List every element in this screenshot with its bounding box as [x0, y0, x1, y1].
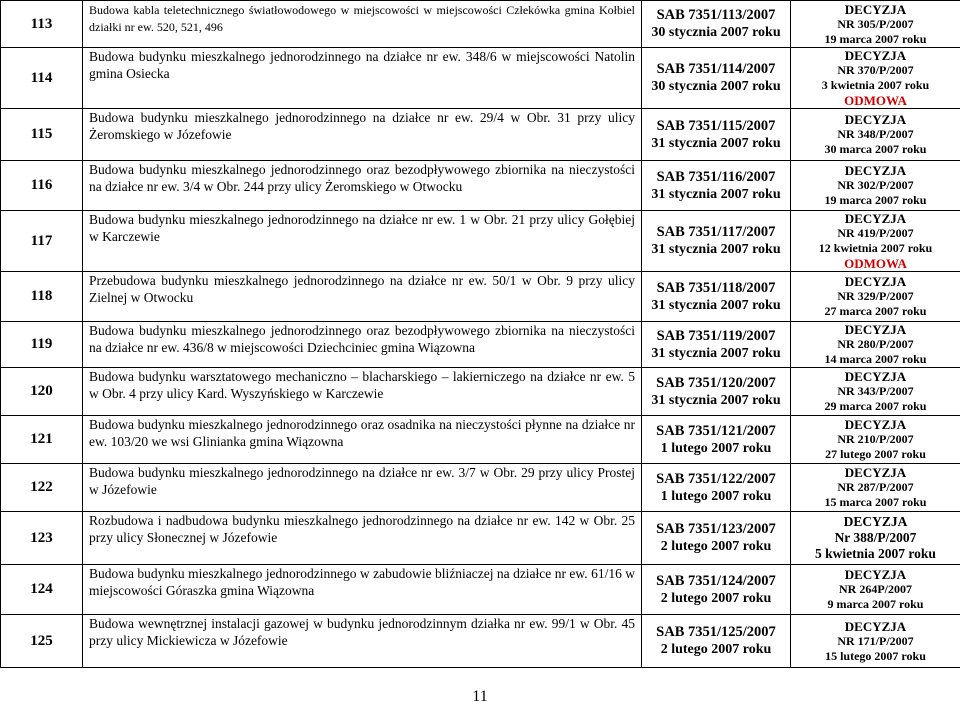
reference-code: SAB 7351/119/2007	[656, 327, 776, 344]
table-row	[1, 211, 960, 272]
decision-date: 29 marca 2007 roku	[824, 399, 927, 413]
reference-code: SAB 7351/114/2007	[656, 61, 776, 77]
row-number: 120	[1, 368, 83, 416]
row-reference	[642, 565, 791, 615]
decision-date: 12 kwietnia 2007 roku	[818, 241, 933, 255]
decision-date: 3 kwietnia 2007 roku	[821, 78, 930, 92]
decision-title: DECYZJA	[844, 618, 907, 634]
decision-title: DECYZJA	[844, 211, 907, 226]
row-description: Przebudowa budynku mieszkalnego jednorodzinnego na działce nr ew. 50/1 w Obr. 9 przy ulicy Zielnej w Otwocku	[83, 272, 642, 322]
row-decision	[791, 615, 960, 668]
decision-number: NR 280/P/2007	[837, 337, 914, 351]
reference-date: 2 lutego 2007 roku	[660, 539, 772, 554]
decision-title: DECYZJA	[844, 274, 907, 289]
decision-title: DECYZJA	[844, 112, 907, 127]
table-row	[1, 565, 960, 615]
reference-date: 30 stycznia 2007 roku	[651, 25, 781, 40]
reference-date: 1 lutego 2007 roku	[660, 488, 772, 504]
row-decision	[791, 322, 960, 368]
reference-code: SAB 7351/123/2007	[656, 521, 776, 537]
row-reference	[642, 512, 791, 565]
reference-code: SAB 7351/120/2007	[656, 374, 776, 391]
reference-code: SAB 7351/124/2007	[656, 572, 776, 589]
row-reference	[642, 322, 791, 368]
decision-date: 27 marca 2007 roku	[824, 304, 927, 318]
reference-code: SAB 7351/121/2007	[656, 422, 776, 439]
row-description: Budowa budynku mieszkalnego jednorodzinnego na działce nr ew. 3/7 w Obr. 29 przy ulicy Prostej w Józefowie	[83, 464, 642, 512]
table-row	[1, 368, 960, 416]
table-row	[1, 48, 960, 109]
reference-date: 30 stycznia 2007 roku	[651, 79, 781, 94]
reference-code: SAB 7351/122/2007	[656, 470, 776, 487]
reference-date: 31 stycznia 2007 roku	[651, 242, 781, 257]
decision-title: DECYZJA	[844, 465, 907, 480]
decision-number: NR 348/P/2007	[837, 127, 914, 141]
decision-date: 5 kwietnia 2007 roku	[815, 546, 936, 561]
table-row	[1, 161, 960, 211]
row-description-text: Budowa kabla teletechnicznego światłowodowego w miejscowości w miejscowości Człekówka gmina Kołbiel działki nr ew. 520, 521, 496	[89, 3, 635, 34]
reference-date: 31 stycznia 2007 roku	[651, 186, 781, 202]
decision-number: NR 305/P/2007	[837, 16, 914, 31]
decision-number: Nr 388/P/2007	[834, 530, 917, 545]
row-description: Budowa budynku mieszkalnego jednorodzinnego oraz osadnika na nieczystości płynne na działce nr ew. 103/20 we wsi Glinianka gmina Wiązowna	[83, 416, 642, 464]
decision-title: DECYZJA	[844, 1, 907, 17]
row-reference	[642, 211, 791, 272]
row-decision	[791, 161, 960, 211]
decision-title: DECYZJA	[844, 417, 907, 432]
row-decision	[791, 48, 960, 109]
refusal-label: ODMOWA	[844, 256, 907, 271]
decision-number: NR 302/P/2007	[837, 178, 914, 192]
decision-date: 27 lutego 2007 roku	[825, 447, 926, 461]
table-row	[1, 615, 960, 668]
decision-date: 15 lutego 2007 roku	[825, 648, 926, 663]
row-description: Budowa budynku mieszkalnego jednorodzinnego w zabudowie bliźniaczej na działce nr ew. 61/16 w miejscowości Góraszka gmina Wiązowna	[83, 565, 642, 615]
row-decision	[791, 416, 960, 464]
decision-date: 15 marca 2007 roku	[824, 495, 927, 509]
decision-number: NR 419/P/2007	[837, 226, 914, 240]
row-description: Budowa budynku mieszkalnego jednorodzinnego oraz bezodpływowego zbiornika na nieczystości na działce nr ew. 3/4 w Obr. 244 przy ulicy Żeromskiego w Otwocku	[83, 161, 642, 211]
page-number: 11	[472, 688, 488, 705]
reference-date: 31 stycznia 2007 roku	[651, 392, 781, 408]
row-description: Budowa budynku mieszkalnego jednorodzinnego na działce nr ew. 29/4 w Obr. 31 przy ulicy Żeromskiego w Józefowie	[83, 109, 642, 161]
reference-code: SAB 7351/116/2007	[656, 168, 776, 185]
row-reference	[642, 368, 791, 416]
reference-date: 2 lutego 2007 roku	[660, 590, 772, 606]
row-reference	[642, 615, 791, 668]
row-number: 117	[1, 211, 83, 272]
row-reference	[642, 272, 791, 322]
row-number: 116	[1, 161, 83, 211]
row-decision	[791, 211, 960, 272]
table-row	[1, 272, 960, 322]
decision-title: DECYZJA	[844, 369, 907, 384]
row-description: Budowa budynku mieszkalnego jednorodzinnego na działce nr ew. 348/6 w miejscowości Natolin gmina Osiecka	[83, 48, 642, 109]
row-number: 114	[1, 48, 83, 109]
row-description: Rozbudowa i nadbudowa budynku mieszkalnego jednorodzinnego na działce nr ew. 142 w Obr. 25 przy ulicy Słonecznej w Józefowie	[83, 512, 642, 565]
row-decision	[791, 272, 960, 322]
decision-title: DECYZJA	[844, 322, 907, 337]
decision-number: NR 264P/2007	[839, 582, 912, 596]
row-number: 125	[1, 615, 83, 668]
row-number: 113	[1, 1, 83, 48]
row-decision	[791, 512, 960, 565]
decision-title: DECYZJA	[843, 514, 908, 529]
row-description: Budowa budynku mieszkalnego jednorodzinnego na działce nr ew. 1 w Obr. 21 przy ulicy Gołębiej w Karczewie	[83, 211, 642, 272]
decision-date: 9 marca 2007 roku	[827, 597, 924, 611]
reference-code: SAB 7351/118/2007	[656, 279, 776, 296]
decision-date: 30 marca 2007 roku	[824, 142, 927, 156]
row-number: 118	[1, 272, 83, 322]
table-row	[1, 464, 960, 512]
row-reference	[642, 464, 791, 512]
reference-code: SAB 7351/113/2007	[656, 7, 776, 23]
reference-code: SAB 7351/125/2007	[656, 624, 776, 640]
row-reference	[642, 161, 791, 211]
reference-date: 2 lutego 2007 roku	[660, 642, 772, 657]
table-row	[1, 1, 960, 48]
row-description	[83, 1, 642, 48]
row-decision	[791, 109, 960, 161]
table-row	[1, 512, 960, 565]
row-reference	[642, 416, 791, 464]
row-description: Budowa budynku mieszkalnego jednorodzinnego oraz bezodpływowego zbiornika na nieczystości na działce nr ew. 436/8 w miejscowości Dziechciniec gmina Wiązowna	[83, 322, 642, 368]
decision-date: 19 marca 2007 roku	[824, 193, 927, 207]
row-number: 115	[1, 109, 83, 161]
decision-title: DECYZJA	[844, 567, 907, 582]
row-description: Budowa wewnętrznej instalacji gazowej w budynku jednorodzinnym działka nr ew. 99/1 w Obr. 45 przy ulicy Mickiewicza w Józefowie	[83, 615, 642, 668]
table-row	[1, 109, 960, 161]
refusal-label: ODMOWA	[844, 93, 907, 108]
reference-date: 31 stycznia 2007 roku	[651, 345, 781, 361]
decision-number: NR 287/P/2007	[837, 480, 914, 494]
row-decision	[791, 368, 960, 416]
row-description: Budowa budynku warsztatowego mechaniczno – blacharskiego – lakierniczego na działce nr ew. 5 w Obr. 4 przy ulicy Kard. Wyszyńskiego w Karczewie	[83, 368, 642, 416]
row-number: 119	[1, 322, 83, 368]
row-decision	[791, 1, 960, 48]
row-number: 123	[1, 512, 83, 565]
reference-date: 1 lutego 2007 roku	[660, 440, 772, 456]
decision-number: NR 343/P/2007	[837, 384, 914, 398]
row-number: 121	[1, 416, 83, 464]
reference-code: SAB 7351/117/2007	[656, 224, 776, 240]
decision-title: DECYZJA	[844, 163, 907, 178]
table-row	[1, 322, 960, 368]
row-reference	[642, 109, 791, 161]
row-decision	[791, 464, 960, 512]
reference-code: SAB 7351/115/2007	[656, 117, 776, 134]
row-decision	[791, 565, 960, 615]
row-reference	[642, 48, 791, 109]
row-number: 124	[1, 565, 83, 615]
reference-date: 31 stycznia 2007 roku	[651, 135, 781, 151]
decision-number: NR 171/P/2007	[837, 633, 914, 648]
reference-date: 31 stycznia 2007 roku	[651, 297, 781, 313]
decision-date: 19 marca 2007 roku	[824, 31, 927, 46]
decision-title: DECYZJA	[844, 48, 907, 63]
row-reference	[642, 1, 791, 48]
table-row	[1, 416, 960, 464]
decision-number: NR 370/P/2007	[837, 63, 914, 77]
decision-date: 14 marca 2007 roku	[824, 352, 927, 366]
decision-number: NR 210/P/2007	[837, 432, 914, 446]
row-number: 122	[1, 464, 83, 512]
decision-number: NR 329/P/2007	[837, 289, 914, 303]
